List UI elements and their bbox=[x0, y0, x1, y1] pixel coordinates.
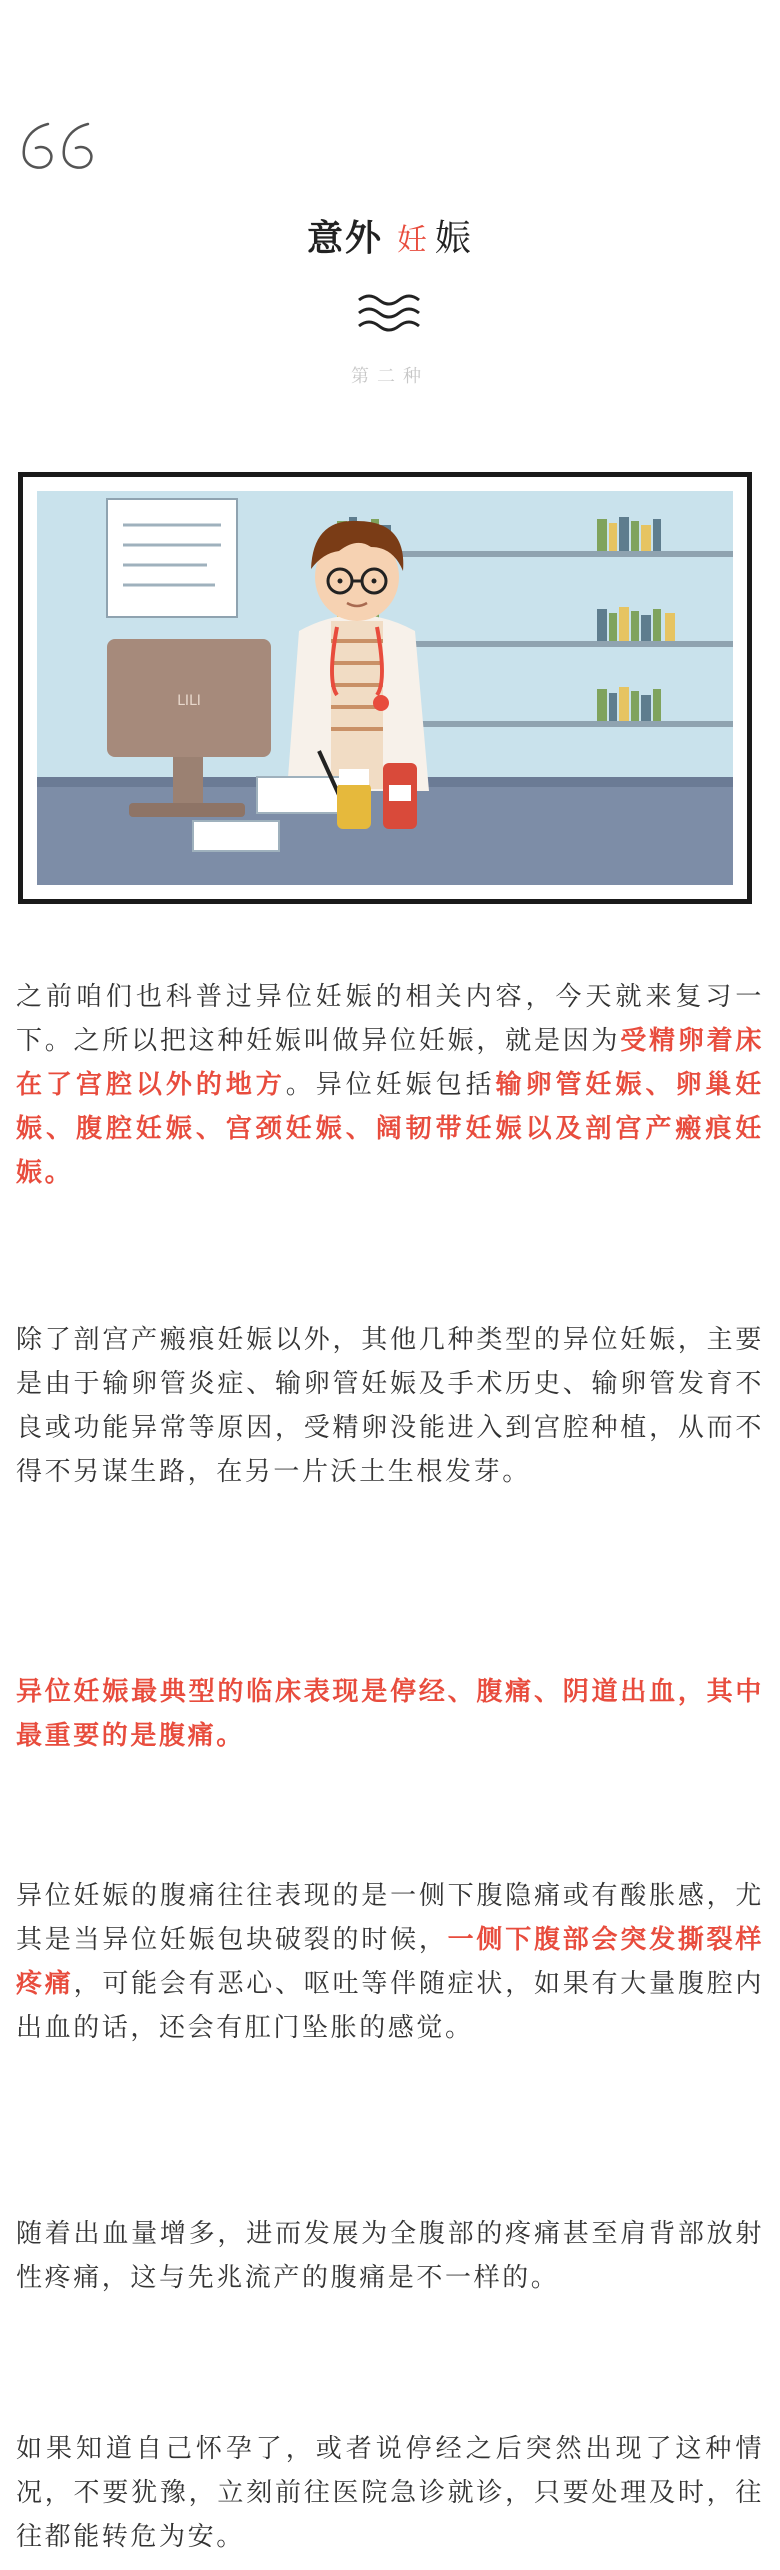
paragraph-6 bbox=[16, 2427, 764, 2559]
title-rest: 娠 bbox=[435, 218, 474, 259]
title-bold: 意外 bbox=[306, 218, 383, 259]
p3-highlight: 异位妊娠最典型的临床表现是停经、腹痛、阴道出血，其中最重要的是腹痛。 bbox=[16, 1677, 764, 1751]
p4-highlight: 一侧下腹部会突发撕裂样疼痛 bbox=[16, 1925, 764, 1999]
p1-text-2: 。异位妊娠包括 bbox=[285, 1070, 496, 1100]
paragraph-4 bbox=[16, 1874, 764, 2050]
title-red: 妊 bbox=[397, 223, 429, 258]
monitor-brand-text: LILI bbox=[177, 693, 201, 709]
p1-text-1: 之前咱们也科普过异位妊娠的相关内容，今天就来复习一下。之所以把这种妊娠叫做异位妊娠，就是因为 bbox=[16, 982, 764, 1056]
p4-text-1: 异位妊娠的腹痛往往表现的是一侧下腹隐痛或有酸胀感，尤其是当异位妊娠包块破裂的时候， bbox=[16, 1881, 764, 1955]
paragraph-2 bbox=[16, 1318, 764, 1494]
p4-text-2: ，可能会有恶心、呕吐等伴随症状，如果有大量腹腔内出血的话，还会有肛门坠胀的感觉。 bbox=[16, 1969, 765, 2043]
p6-text: 如果知道自己怀孕了，或者说停经之后突然出现了这种情况，不要犹豫，立刻前往医院急诊就诊，只要处理及时，往往都能转危为安。 bbox=[16, 2434, 764, 2552]
doctor-illustration bbox=[37, 491, 733, 885]
article-title bbox=[0, 210, 780, 261]
p5-text: 随着出血量增多，进而发展为全腹部的疼痛甚至肩背部放射性疼痛，这与先兆流产的腹痛是不一样的。 bbox=[16, 2219, 764, 2293]
paragraph-1 bbox=[16, 975, 764, 1195]
quote-mark-icon bbox=[18, 118, 96, 178]
wave-divider-icon bbox=[355, 292, 425, 336]
p1-highlight-2: 输卵管妊娠、卵巢妊娠、腹腔妊娠、宫颈妊娠、阔韧带妊娠以及剖宫产瘢痕妊娠。 bbox=[16, 1070, 765, 1188]
section-subtitle: 第二种 bbox=[351, 366, 429, 387]
p1-highlight-1: 受精卵着床在了宫腔以外的地方 bbox=[16, 1026, 764, 1100]
p2-text: 除了剖宫产瘢痕妊娠以外，其他几种类型的异位妊娠，主要是由于输卵管炎症、输卵管妊娠及手术历史、输卵管发育不良或功能异常等原因，受精卵没能进入到宫腔种植，从而不得不另谋生路，在另一片沃土生根发芽。 bbox=[16, 1325, 764, 1487]
illustration-frame bbox=[18, 472, 752, 904]
paragraph-3 bbox=[16, 1670, 764, 1758]
paragraph-5 bbox=[16, 2212, 764, 2300]
